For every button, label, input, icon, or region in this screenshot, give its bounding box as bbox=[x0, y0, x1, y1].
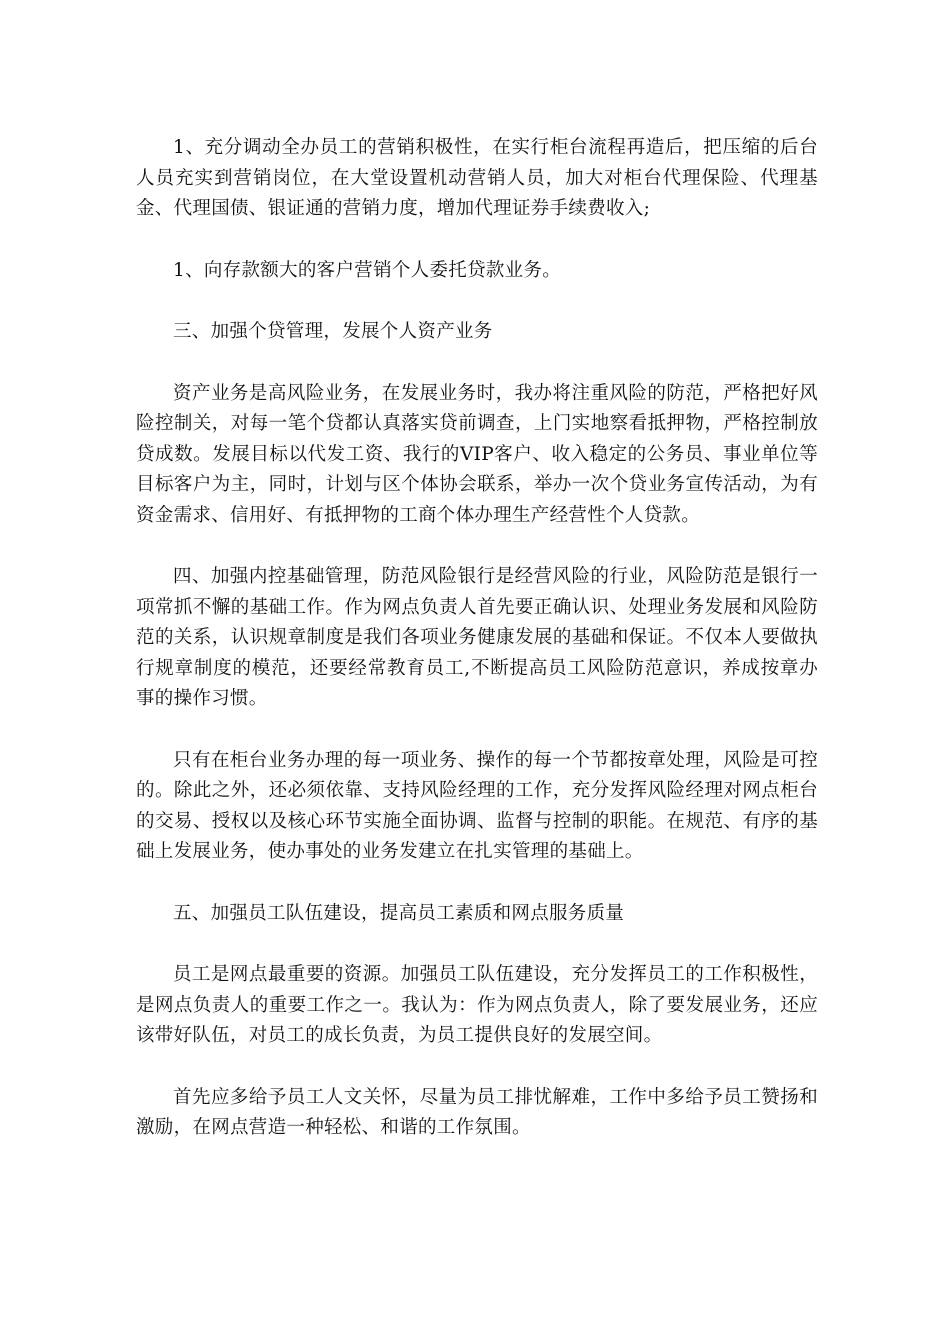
heading-personal-loans: 三、加强个贷管理，发展个人资产业务 bbox=[173, 321, 493, 342]
paragraph-marketing-staff: 1、充分调动全办员工的营销积极性，在实行柜台流程再造后，把压缩的后台人员充实到营销岗位，在大堂设置机动营销人员，加大对柜台代理保险、代理基金、代理国债、银证通的营销力度，增加代理证券手续费收入; bbox=[136, 137, 818, 219]
paragraph-staff-care: 首先应多给予员工人文关怀，尽量为员工排忧解难，工作中多给予员工赞扬和激励，在网点营造一种轻松、和谐的工作氛围。 bbox=[136, 1086, 818, 1138]
paragraph-asset-business: 资产业务是高风险业务，在发展业务时，我办将注重风险的防范，严格把好风险控制关，对每一笔个贷都认真落实贷前调查，上门实地察看抵押物，严格控制放贷成数。发展目标以代发工资、我行的VIP客户、收入稳定的公务员、事业单位等目标客户为主，同时，计划与区个体协会联系，举办一次个贷业务宣传活动，为有资金需求、信用好、有抵押物的工商个体办理生产经营性个人贷款。 bbox=[136, 382, 818, 526]
paragraph-staff-resource: 员工是网点最重要的资源。加强员工队伍建设，充分发挥员工的工作积极性，是网点负责人的重要工作之一。我认为：作为网点负责人，除了要发展业务，还应该带好队伍，对员工的成长负责，为员工提供良好的发展空间。 bbox=[136, 964, 818, 1046]
heading-staff-building: 五、加强员工队伍建设，提高员工素质和网点服务质量 bbox=[173, 902, 625, 924]
paragraph-internal-control: 四、加强内控基础管理，防范风险银行是经营风险的行业，风险防范是银行一项常抓不懈的基础工作。作为网点负责人首先要正确认识、处理业务发展和风险防范的关系，认识规章制度是我们各项业务健康发展的基础和保证。不仅本人要做执行规章制度的模范，还要经常教育员工,不断提高员工风险防范意识，养成按章办事的操作习惯。 bbox=[136, 566, 818, 709]
paragraph-entrusted-loans: 1、向存款额大的客户营销个人委托贷款业务。 bbox=[173, 259, 562, 281]
paragraph-counter-risk: 只有在柜台业务办理的每一项业务、操作的每一个节都按章处理，风险是可控的。除此之外，还必须依靠、支持风险经理的工作，充分发挥风险经理对网点柜台的交易、授权以及核心环节实施全面协调、监督与控制的职能。在规范、有序的基础上发展业务，使办事处的业务发建立在扎实管理的基础上。 bbox=[136, 749, 818, 862]
document-body bbox=[136, 133, 818, 1175]
